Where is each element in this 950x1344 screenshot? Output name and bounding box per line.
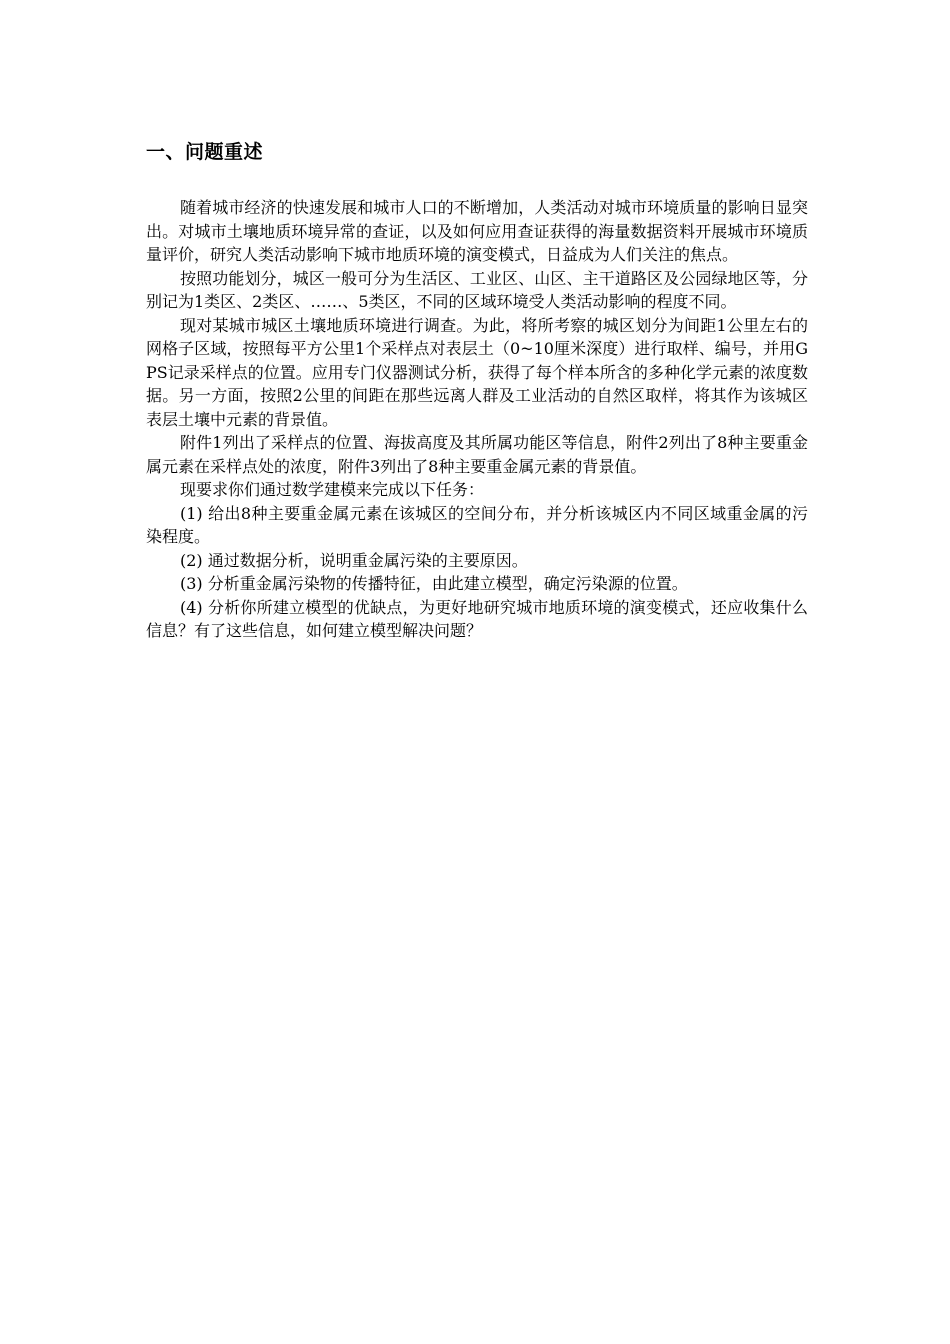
- task-item-1: (1) 给出8种主要重金属元素在该城区的空间分布，并分析该城区内不同区域重金属的污染程度。: [146, 503, 808, 546]
- paragraph-attachments: 附件1列出了采样点的位置、海拔高度及其所属功能区等信息，附件2列出了8种主要重金属元素在采样点处的浓度，附件3列出了8种主要重金属元素的背景值。: [146, 433, 808, 476]
- section-title: 一、问题重述: [146, 141, 264, 163]
- task-item-2: (2) 通过数据分析，说明重金属污染的主要原因。: [180, 550, 528, 570]
- task-item-4: (4) 分析你所建立模型的优缺点，为更好地研究城市地质环境的演变模式，还应收集什么信息？有了这些信息，如何建立模型解决问题？: [146, 597, 808, 640]
- paragraph-functional-zones: 按照功能划分，城区一般可分为生活区、工业区、山区、主干道路区及公园绿地区等，分别记为1类区、2类区、……、5类区，不同的区域环境受人类活动影响的程度不同。: [146, 268, 808, 311]
- task-item-3: (3) 分析重金属污染物的传播特征，由此建立模型，确定污染源的位置。: [180, 574, 688, 593]
- paragraph-task-intro: 现要求你们通过数学建模来完成以下任务：: [180, 480, 485, 499]
- paragraph-background: 随着城市经济的快速发展和城市人口的不断增加，人类活动对城市环境质量的影响日显突出。对城市土壤地质环境异常的查证，以及如何应用查证获得的海量数据资料开展城市环境质量评价，研究人类活动影响下城市地质环境的演变模式，日益成为人们关注的焦点。: [146, 198, 808, 264]
- paragraph-survey: 现对某城市城区土壤地质环境进行调查。为此，将所考察的城区划分为间距1公里左右的网格子区域，按照每平方公里1个采样点对表层土（0~10厘米深度）进行取样、编号，并用GPS记录采样点的位置。应用专门仪器测试分析，获得了每个样本所含的多种化学元素的浓度数据。另一方面，按照2公里的间距在那些远离人群及工业活动的自然区取样，将其作为该城区表层土壤中元素的背景值。: [146, 315, 808, 429]
- document-page: [146, 138, 808, 643]
